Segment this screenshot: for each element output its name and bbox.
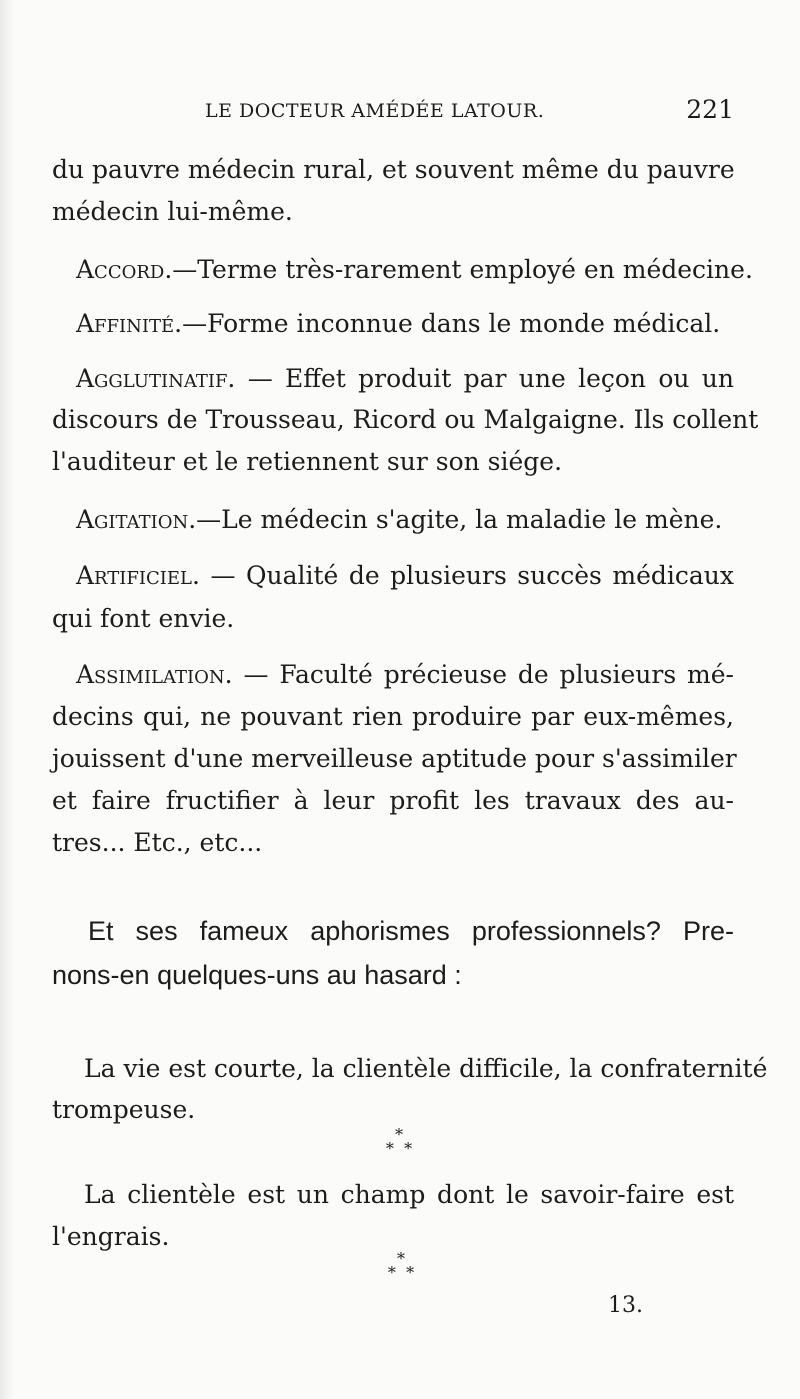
glossary-definition: — Faculté précieuse de plusieurs mé-	[232, 660, 734, 689]
text-line: qui font envie.	[52, 604, 235, 633]
glossary-entry-artificiel	[76, 561, 734, 591]
aphorism: La vie est courte, la clientèle difficile, la confraternité	[84, 1054, 768, 1083]
glossary-term: Agglutinatif.	[76, 364, 236, 393]
glossary-definition: — Effet produit par une leçon ou un	[235, 364, 734, 393]
aphorisms-intro: Et ses fameux aphorismes professionnels? Pre-	[88, 916, 734, 946]
text-line: et faire fructifier à leur profit les travaux des au-	[52, 786, 734, 815]
text-line: l'engrais.	[52, 1222, 170, 1251]
signature-mark: 13.	[608, 1293, 643, 1318]
text-line: tres... Etc., etc...	[52, 828, 263, 857]
glossary-definition: — Qualité de plusieurs succès médicaux	[199, 561, 734, 590]
text-line: l'auditeur et le retiennent sur son siége.	[52, 447, 563, 476]
glossary-term: Artificiel.	[76, 561, 200, 590]
page-edge-shadow	[0, 0, 14, 1399]
text-line: médecin lui-même.	[52, 197, 293, 226]
glossary-term: Assimilation.	[76, 660, 233, 689]
text-line: discours de Trousseau, Ricord ou Malgaigne. Ils collent	[52, 405, 759, 434]
glossary-entry-assimilation	[76, 660, 734, 690]
glossary-definition: —Terme très-rarement employé en médecine.	[172, 255, 753, 284]
text-line: nons-en quelques-uns au hasard :	[52, 960, 462, 990]
asterism: * * *	[387, 1249, 415, 1282]
glossary-definition: —Forme inconnue dans le monde médical.	[182, 309, 721, 338]
glossary-entry-affinite	[76, 309, 734, 339]
aphorism: La clientèle est un champ dont le savoir-faire est	[84, 1180, 734, 1209]
text-line: jouissent d'une merveilleuse aptitude pour s'assimiler	[52, 744, 737, 773]
glossary-term: Agitation.	[76, 505, 197, 534]
page-number: 221	[686, 95, 734, 124]
glossary-definition: —Le médecin s'agite, la maladie le mène.	[196, 505, 723, 534]
text-line: du pauvre médecin rural, et souvent même du pauvre	[52, 155, 735, 184]
running-title: LE DOCTEUR AMÉDÉE LATOUR.	[205, 100, 545, 122]
glossary-entry-agglutinatif	[76, 364, 734, 394]
glossary-term: Affinité.	[76, 309, 183, 338]
text-line: trompeuse.	[52, 1095, 196, 1124]
text-line: decins qui, ne pouvant rien produire par eux-mêmes,	[52, 702, 734, 731]
glossary-entry-accord	[76, 255, 753, 285]
glossary-entry-agitation	[76, 505, 734, 535]
asterism: * * *	[385, 1125, 413, 1158]
glossary-term: Accord.	[76, 255, 173, 284]
